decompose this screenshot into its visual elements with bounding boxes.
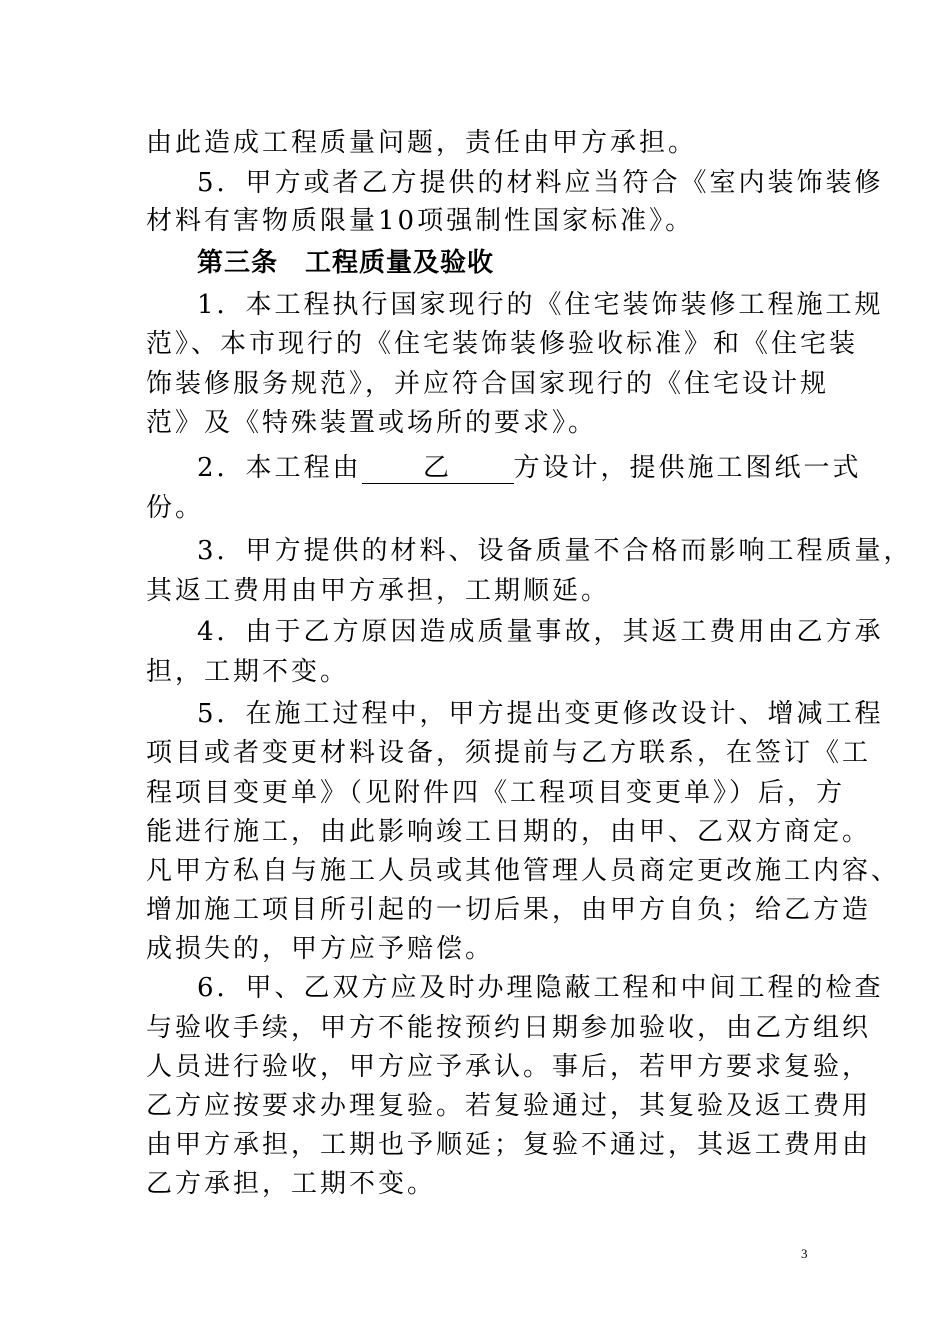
paragraph-line: 项目或者变更材料设备，须提前与乙方联系，在签订《工 xyxy=(146,738,872,768)
paragraph-line: 4．由于乙方原因造成质量事故，其返工费用由乙方承 xyxy=(197,617,884,647)
designer-blank-field: 乙 xyxy=(362,453,514,484)
paragraph-line: 能进行施工，由此影响竣工日期的，由甲、乙双方商定。 xyxy=(146,817,872,847)
section-heading: 第三条 工程质量及验收 xyxy=(197,248,495,278)
paragraph-line: 其返工费用由甲方承担，工期顺延。 xyxy=(146,576,611,606)
paragraph-line: 乙方应按要求办理复验。若复验通过，其复验及返工费用 xyxy=(146,1091,872,1121)
paragraph-line: 人员进行验收，甲方应予承认。事后，若甲方要求复验， xyxy=(146,1052,872,1082)
paragraph-line: 材料有害物质限量10项强制性国家标准》。 xyxy=(146,206,695,236)
paragraph-line: 程项目变更单》（见附件四《工程项目变更单》）后，方 xyxy=(146,778,846,808)
paragraph-line: 5．在施工过程中，甲方提出变更修改设计、增减工程 xyxy=(197,699,884,729)
line-text: 2．本工程由 xyxy=(197,453,362,483)
page-number: 3 xyxy=(801,1246,808,1261)
paragraph-line: 凡甲方私自与施工人员或其他管理人员商定更改施工内容、 xyxy=(146,856,901,886)
paragraph-line: 3．甲方提供的材料、设备质量不合格而影响工程质量， xyxy=(197,536,913,566)
paragraph-line: 范》、本市现行的《住宅装饰装修验收标准》和《住宅装 xyxy=(146,329,859,359)
paragraph-line: 6．甲、乙双方应及时办理隐蔽工程和中间工程的检查 xyxy=(197,973,884,1003)
paragraph-line: 与验收手续，甲方不能按预约日期参加验收，由乙方组织 xyxy=(146,1013,872,1043)
paragraph-line: 5．甲方或者乙方提供的材料应当符合《室内装饰装修 xyxy=(197,168,884,198)
paragraph-line: 成损失的，甲方应予赔偿。 xyxy=(146,934,495,964)
paragraph-line: 担，工期不变。 xyxy=(146,657,350,687)
paragraph-line: 增加施工项目所引起的一切后果，由甲方自负；给乙方造 xyxy=(146,895,872,925)
paragraph-line xyxy=(197,450,862,486)
paragraph-line: 乙方承担，工期不变。 xyxy=(146,1169,437,1199)
paragraph-line: 由甲方承担，工期也予顺延；复验不通过，其返工费用由 xyxy=(146,1130,872,1160)
paragraph-line: 份。 xyxy=(146,493,205,523)
paragraph-line: 1．本工程执行国家现行的《住宅装饰装修工程施工规 xyxy=(197,290,884,320)
paragraph-line: 范》及《特殊装置或场所的要求》。 xyxy=(146,408,598,438)
line-text: 方设计，提供施工图纸一式 xyxy=(513,453,862,483)
paragraph-line: 由此造成工程质量问题，责任由甲方承担。 xyxy=(146,128,698,158)
paragraph-line: 饰装修服务规范》，并应符合国家现行的《住宅设计规 xyxy=(146,369,830,399)
